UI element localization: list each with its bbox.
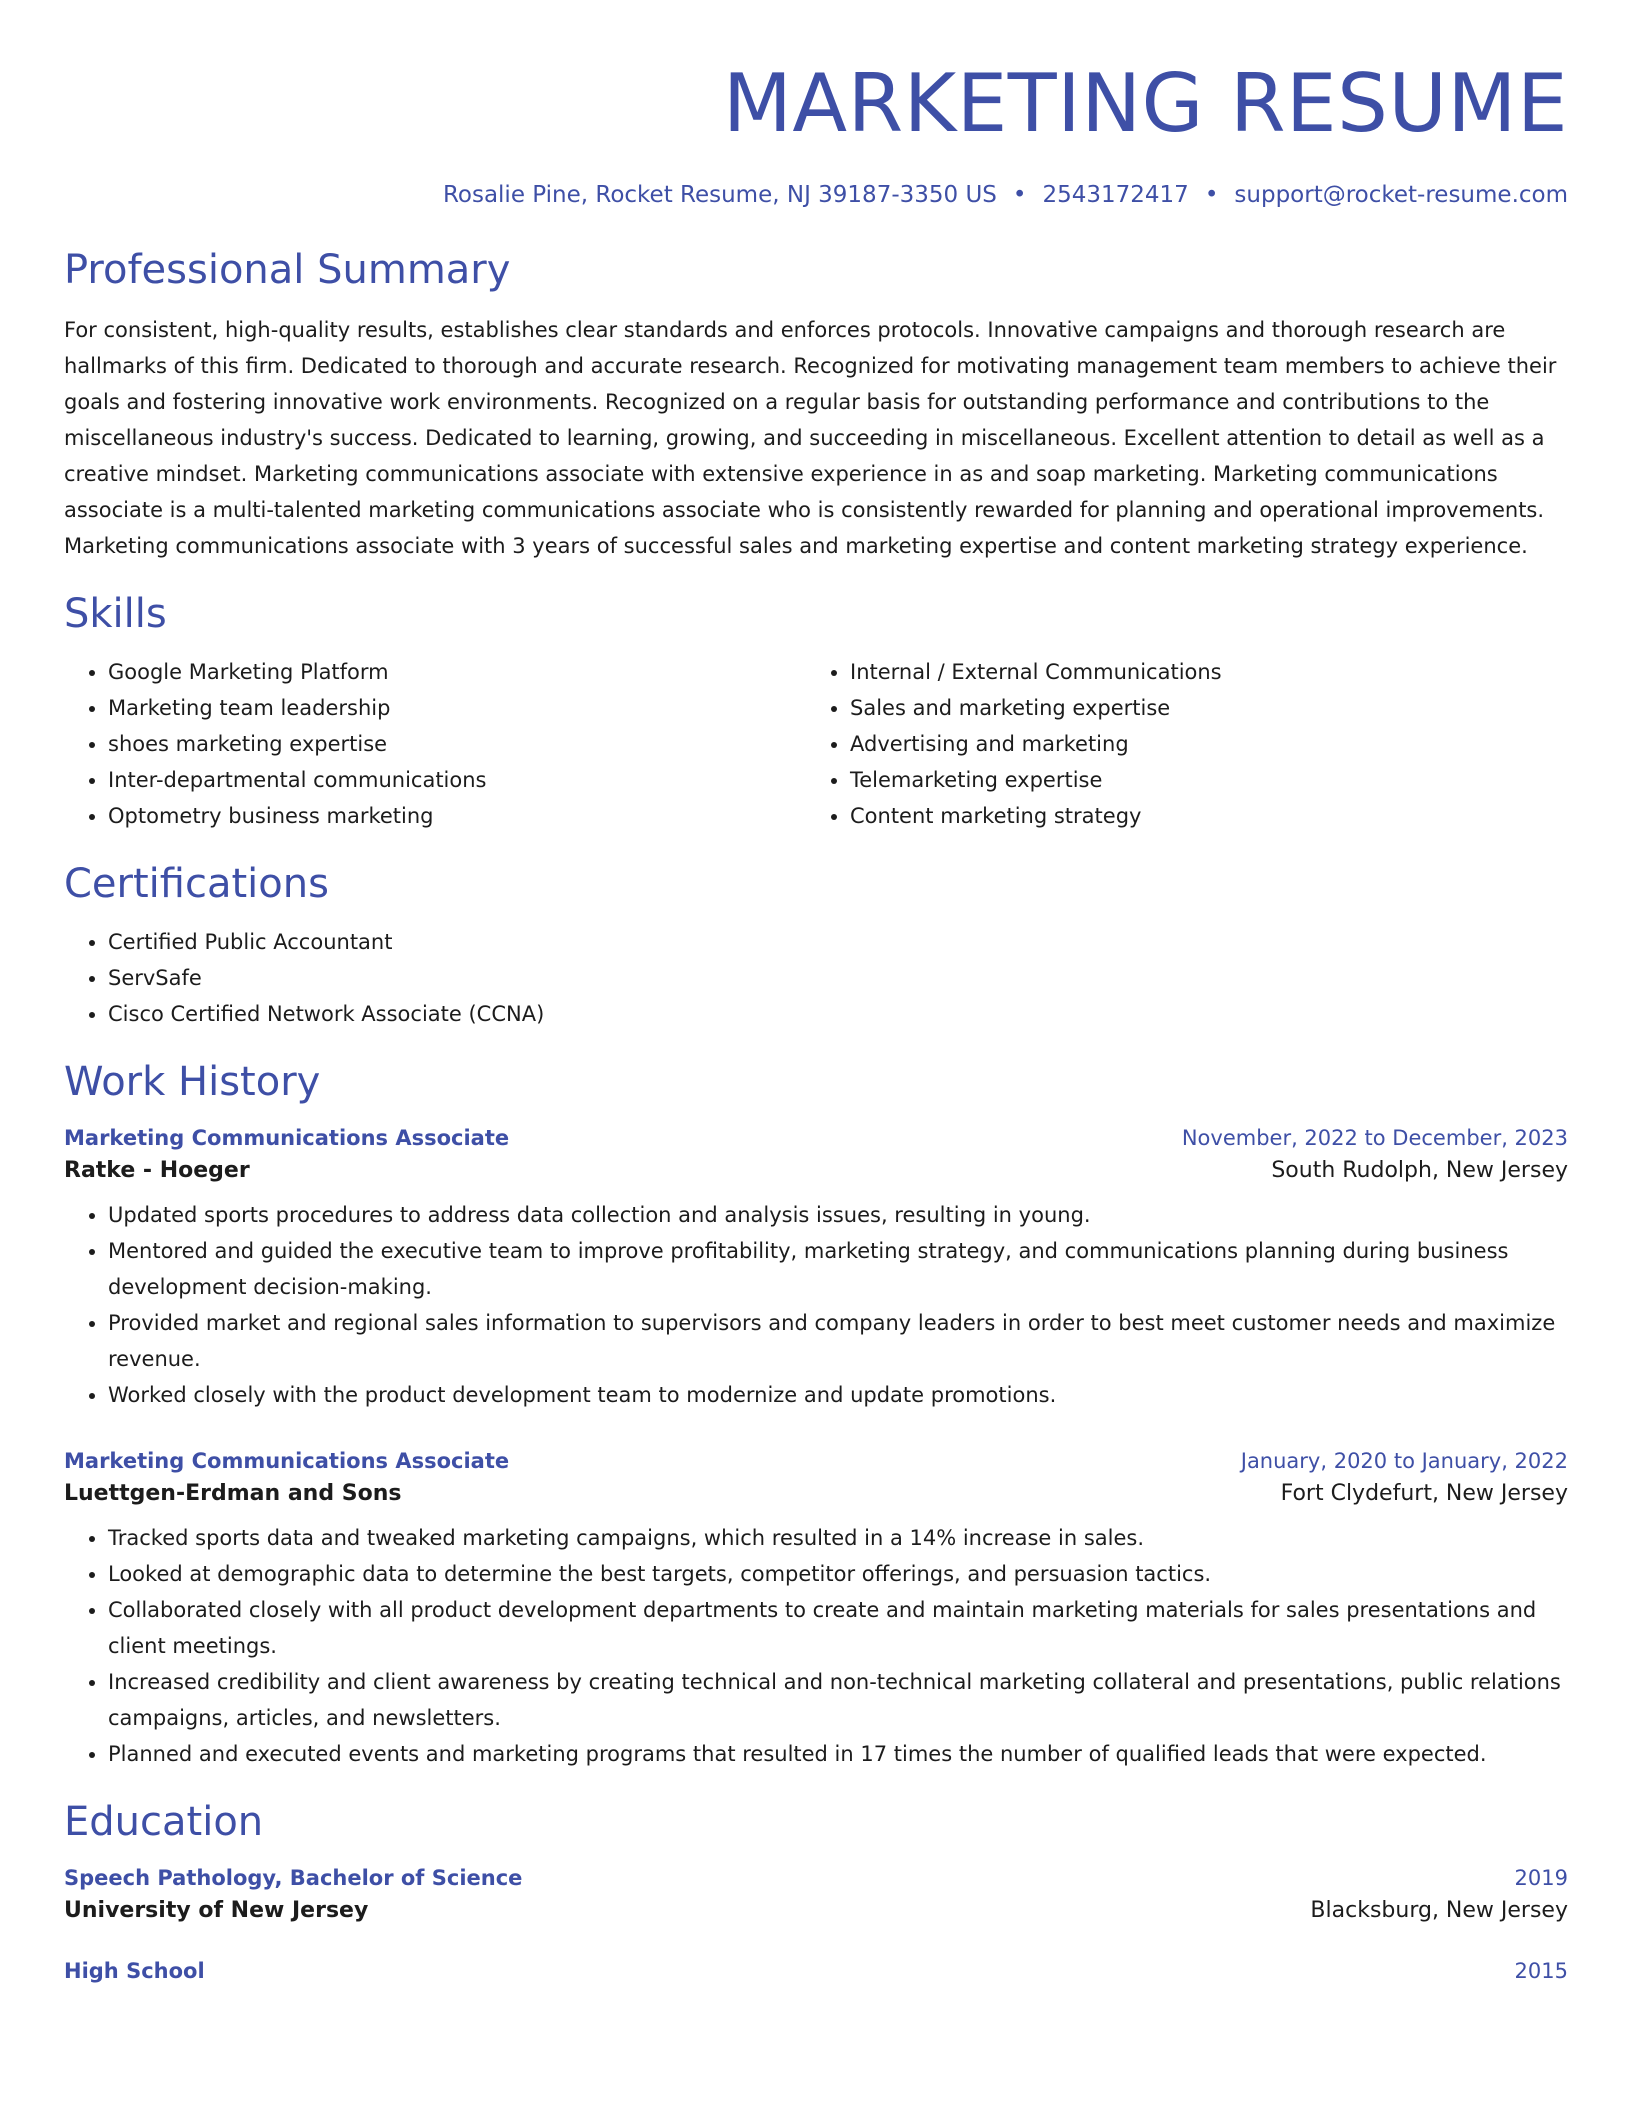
job-bullet: • Tracked sports data and tweaked marketing campaigns, which resulted in a 14% increase in sales. (108, 1520, 1568, 1556)
job-bullets (64, 1520, 1568, 1772)
skill-item: • shoes marketing expertise (108, 726, 806, 762)
job-bullet: • Looked at demographic data to determine the best targets, competitor offerings, and persuasion tactics. (108, 1556, 1568, 1592)
contact-address: Rosalie Pine, Rocket Resume, NJ 39187-3350 US (442, 182, 997, 208)
education-year: 2015 (1514, 1959, 1568, 1983)
skill-item: • Content marketing strategy (850, 798, 1548, 834)
skill-item: • Internal / External Communications (850, 654, 1548, 690)
certifications-heading: Certifications (64, 861, 329, 907)
contact-phone: 2543172417 (1042, 182, 1189, 208)
job-entry (64, 1449, 1568, 1772)
job-bullet: • Updated sports procedures to address data collection and analysis issues, resulting in young. (108, 1197, 1568, 1233)
education-degree: Speech Pathology, Bachelor of Science (64, 1866, 523, 1890)
skills-column-right (806, 654, 1548, 834)
contact-email[interactable]: support@rocket-resume.com (1234, 182, 1568, 208)
education-location: Blacksburg, New Jersey (1310, 1898, 1568, 1923)
contact-separator: • (1204, 182, 1219, 208)
job-title: Marketing Communications Associate (64, 1126, 510, 1150)
skill-item: • Google Marketing Platform (108, 654, 806, 690)
job-bullet: • Planned and executed events and marketing programs that resulted in 17 times the number of qualified leads that were expected. (108, 1736, 1568, 1772)
job-location: South Rudolph, New Jersey (1271, 1158, 1568, 1183)
skill-item: • Advertising and marketing (850, 726, 1548, 762)
summary-text: For consistent, high-quality results, establishes clear standards and enforces protocols. Innovative campaigns and thorough research are hallmarks of this firm. Dedicated to thorough and accurate research. Recognized for motivating management team members to achieve their goals and fostering innovative work environments. Recognized on a regular basis for outstanding performance and contributions to the miscellaneous industry's success. Dedicated to learning, growing, and succeeding in miscellaneous. Excellent attention to detail as well as a creative mindset. Marketing communications associate with extensive experience in as and soap marketing. Marketing communications associate is a multi-talented marketing communications associate who is consistently rewarded for planning and operational improvements. Marketing communications associate with 3 years of successful sales and marketing expertise and content marketing strategy experience. (64, 318, 1557, 558)
job-location: Fort Clydefurt, New Jersey (1280, 1481, 1568, 1506)
skills-column-left (64, 654, 806, 834)
skills-list-right (806, 654, 1548, 834)
skill-item: • Marketing team leadership (108, 690, 806, 726)
certification-item: • ServSafe (108, 960, 1568, 996)
education-heading: Education (64, 1799, 264, 1845)
job-bullet: • Provided market and regional sales information to supervisors and company leaders in order to best meet customer needs and maximize revenue. (108, 1305, 1568, 1377)
education-entry (64, 1866, 1568, 1923)
education-section (64, 1798, 1568, 1983)
job-employer: Luettgen-Erdman and Sons (64, 1481, 402, 1506)
job-title: Marketing Communications Associate (64, 1449, 510, 1473)
education-school: University of New Jersey (64, 1898, 369, 1923)
education-year: 2019 (1514, 1866, 1568, 1890)
job-entry (64, 1126, 1568, 1413)
certification-item: • Certified Public Accountant (108, 924, 1568, 960)
education-degree: High School (64, 1959, 205, 1983)
job-bullet: • Increased credibility and client awareness by creating technical and non-technical marketing collateral and presentations, public relations campaigns, articles, and newsletters. (108, 1664, 1568, 1736)
job-employer: Ratke - Hoeger (64, 1158, 250, 1183)
skill-item: • Inter-departmental communications (108, 762, 806, 798)
certifications-list (64, 924, 1568, 1032)
skill-item: • Telemarketing expertise (850, 762, 1548, 798)
education-entry (64, 1959, 1568, 1983)
skills-section (64, 590, 1568, 834)
skill-item: • Optometry business marketing (108, 798, 806, 834)
work-history-section (64, 1058, 1568, 1772)
skill-item: • Sales and marketing expertise (850, 690, 1548, 726)
skills-list-left (64, 654, 806, 834)
job-bullet: • Mentored and guided the executive team to improve profitability, marketing strategy, and communications planning during business development decision-making. (108, 1233, 1568, 1305)
job-dates: January, 2020 to January, 2022 (1240, 1449, 1568, 1473)
resume-title: MARKETING RESUME (722, 57, 1568, 150)
summary-heading: Professional Summary (64, 247, 511, 293)
certifications-section (64, 860, 1568, 1032)
work-history-heading: Work History (64, 1059, 321, 1105)
contact-separator: • (1012, 182, 1027, 208)
contact-line (64, 182, 1568, 208)
certification-item: • Cisco Certified Network Associate (CCNA) (108, 996, 1568, 1032)
job-dates: November, 2022 to December, 2023 (1181, 1126, 1568, 1150)
summary-section (64, 246, 1568, 564)
skills-grid (64, 654, 1568, 834)
job-bullets (64, 1197, 1568, 1413)
job-bullet: • Worked closely with the product development team to modernize and update promotions. (108, 1377, 1568, 1413)
skills-heading: Skills (64, 591, 167, 637)
job-bullet: • Collaborated closely with all product development departments to create and maintain marketing materials for sales presentations and client meetings. (108, 1592, 1568, 1664)
